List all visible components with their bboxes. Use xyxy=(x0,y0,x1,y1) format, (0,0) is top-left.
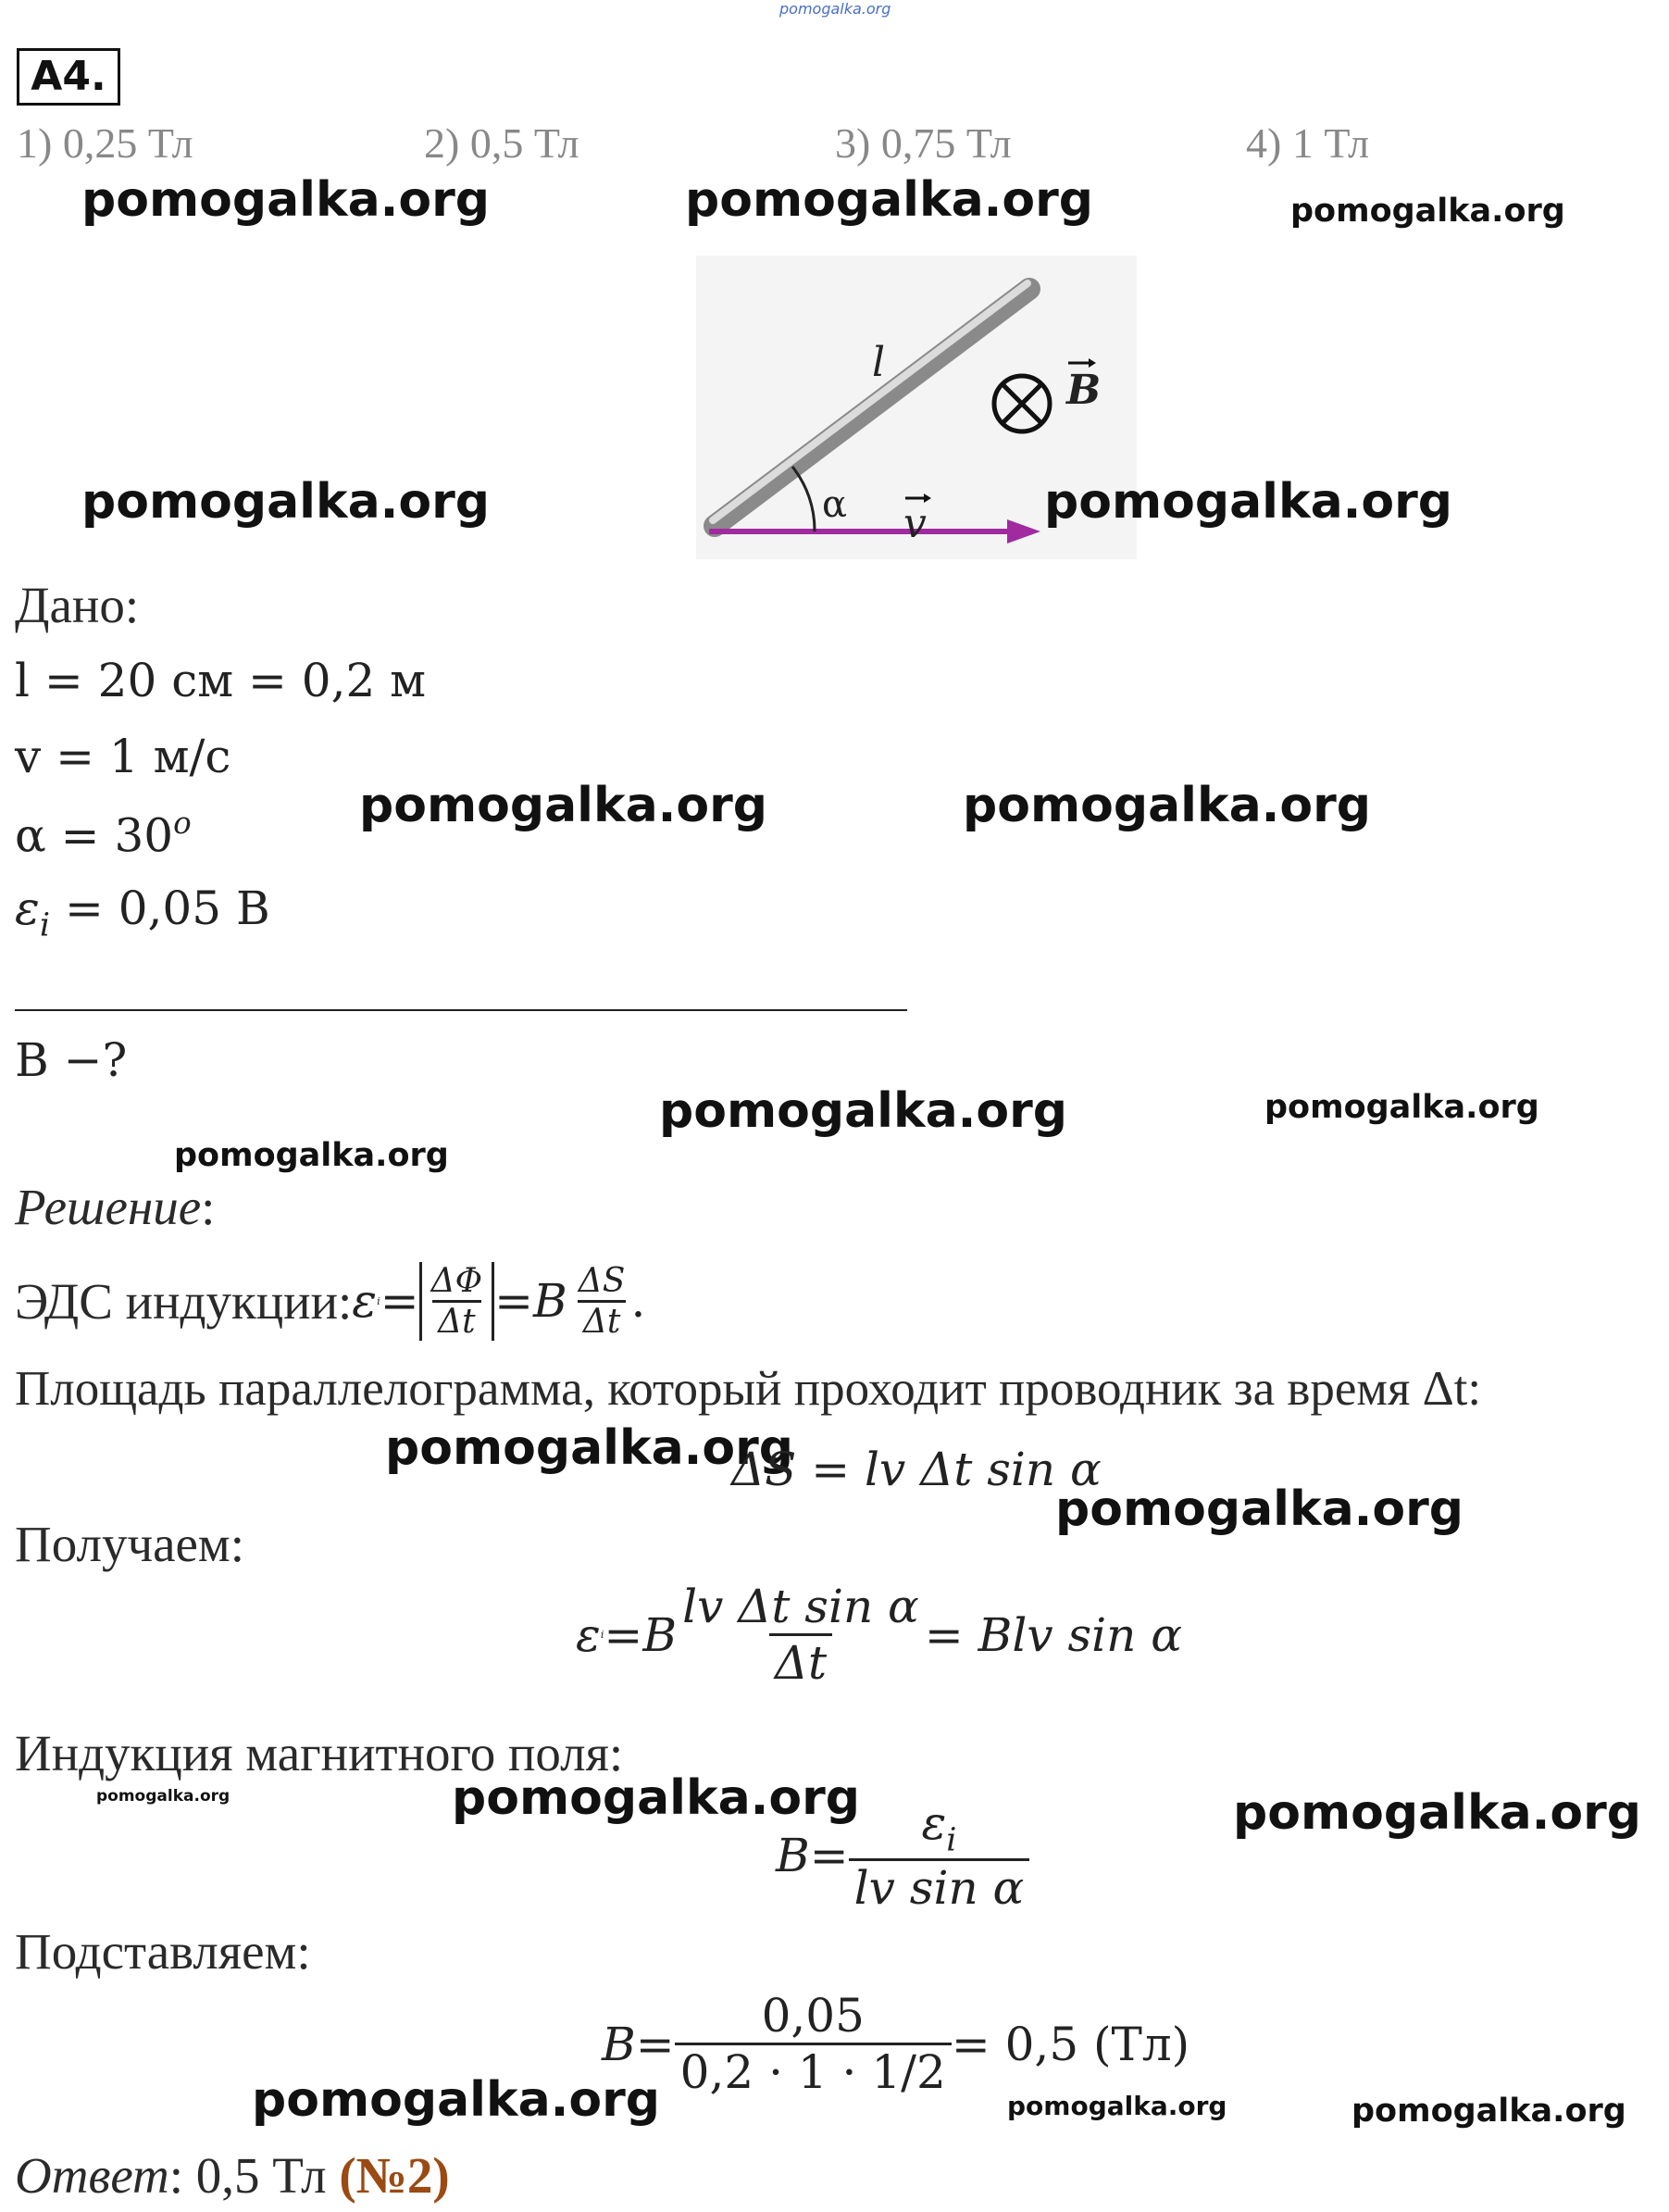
watermark: pomogalka.org xyxy=(963,778,1372,833)
watermark: pomogalka.org xyxy=(1055,1481,1464,1537)
watermark: pomogalka.org xyxy=(1007,2091,1227,2121)
find: B −? xyxy=(15,1033,128,1087)
given-angle: $\alpha = 30^o$ xyxy=(15,806,192,863)
option-3: 3) 0,75 Тл xyxy=(835,119,1012,167)
watermark: pomogalka.org xyxy=(252,2072,661,2128)
induction-text: Индукция магнитного поля: xyxy=(15,1725,624,1781)
watermark: pomogalka.org xyxy=(81,474,491,530)
watermark-top: pomogalka.org xyxy=(779,0,891,18)
watermark: pomogalka.org xyxy=(1290,193,1565,230)
watermark: pomogalka.org xyxy=(174,1137,449,1174)
watermark: pomogalka.org xyxy=(96,1787,230,1806)
rod xyxy=(715,289,1029,526)
given-velocity: v = 1 м/с xyxy=(15,730,231,783)
velocity-label: v xyxy=(903,500,927,547)
field-label: B xyxy=(1066,367,1102,414)
subst-text: Подставляем: xyxy=(15,1923,311,1980)
rod-highlight xyxy=(713,283,1028,520)
emf-formula: ЭДС индукции: ε i = $\frac{\Delta\Phi}{\Delta t}$ = B $\frac{\Delta S}{\Delta t}$ . xyxy=(15,1261,646,1341)
watermark: pomogalka.org xyxy=(1233,1785,1642,1841)
watermark: pomogalka.org xyxy=(359,778,768,833)
velocity-arrowhead xyxy=(1007,519,1040,544)
watermark: pomogalka.org xyxy=(1044,474,1453,530)
option-4: 4) 1 Тл xyxy=(1246,119,1370,167)
problem-label: A4. xyxy=(17,48,120,106)
watermark: pomogalka.org xyxy=(385,1420,794,1476)
get-formula: ε i = B $\frac{\text{lv Δt sin α}}{\Delta t}$ = Blv sin α xyxy=(576,1580,1183,1690)
watermark: pomogalka.org xyxy=(1264,1089,1539,1126)
watermark: pomogalka.org xyxy=(452,1770,861,1826)
area-formula: ΔS = lv Δt sin α xyxy=(731,1443,1102,1496)
subst-formula: B = $\frac{0,05}{0,2 \cdot 1 \cdot 1/2}$ = 0,5 (Тл) xyxy=(602,1989,1190,2099)
option-1: 1) 0,25 Тл xyxy=(17,119,193,167)
rod-label: l xyxy=(872,339,886,386)
area-text: Площадь параллелограмма, который проходит проводник за время Δt: xyxy=(15,1362,1482,1416)
given-emf: $\varepsilon_i = 0,05$ В xyxy=(15,881,270,944)
watermark: pomogalka.org xyxy=(659,1083,1068,1139)
watermark: pomogalka.org xyxy=(685,172,1094,228)
angle-label: α xyxy=(822,483,848,526)
watermark: pomogalka.org xyxy=(1351,2093,1626,2130)
given-length: l = 20 см = 0,2 м xyxy=(15,654,427,707)
option-2: 2) 0,5 Тл xyxy=(424,119,579,167)
given-title: Дано: xyxy=(15,577,140,633)
get-text: Получаем: xyxy=(15,1516,245,1572)
divider xyxy=(15,1009,907,1011)
watermark: pomogalka.org xyxy=(81,172,491,228)
b-formula: B = $\frac{\varepsilon_i}{\text{lv sin α}}$ xyxy=(776,1796,1029,1915)
solution-title: Решение: xyxy=(15,1179,216,1235)
answer: Ответ: 0,5 Тл (№2) xyxy=(15,2147,450,2204)
